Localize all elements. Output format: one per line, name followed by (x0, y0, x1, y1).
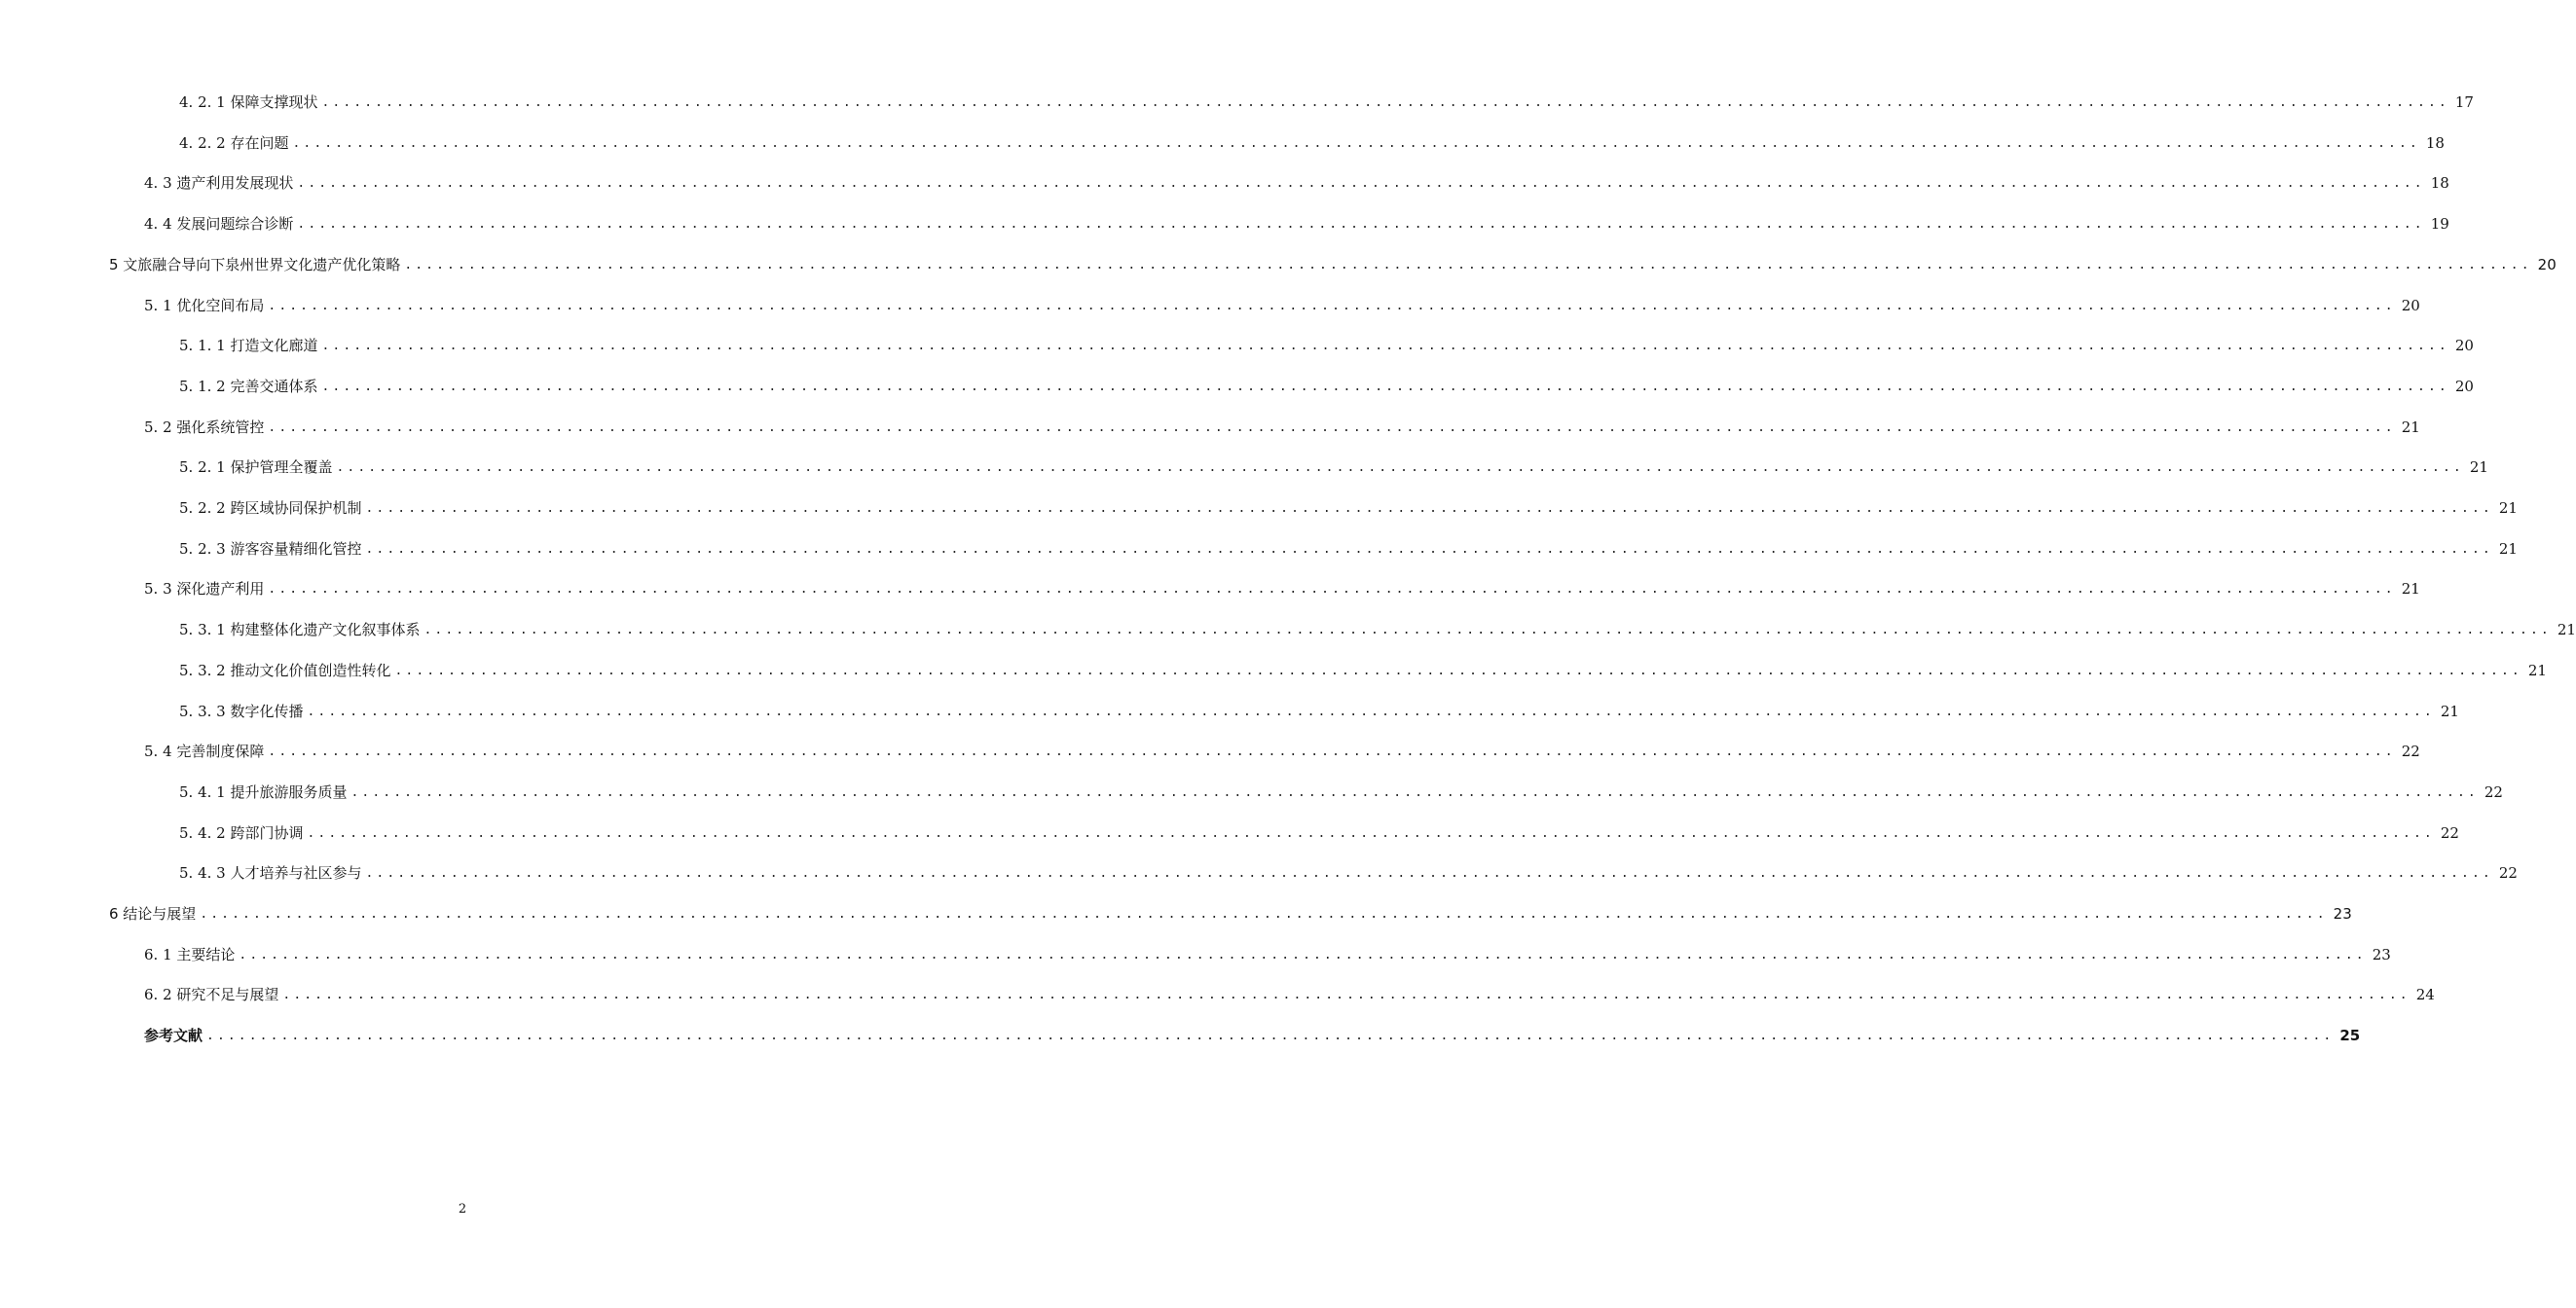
toc-entry-page: 23 (2333, 905, 2352, 923)
toc-entry-page: 20 (2454, 378, 2474, 395)
toc-leader-dots: ........................................................................................................................................................................................................ (292, 136, 2420, 151)
toc-entry[interactable] (144, 416, 2420, 439)
toc-leader-dots: ........................................................................................................................................................................................................ (297, 217, 2425, 232)
toc-entry[interactable] (144, 577, 2420, 600)
toc-leader-dots: ........................................................................................................................................................................................................ (321, 380, 2449, 394)
toc-entry[interactable] (144, 171, 2449, 195)
page-number: 2 (458, 1202, 467, 1217)
toc-leader-dots: ........................................................................................................................................................................................................ (268, 582, 2396, 597)
toc-entry-page: 18 (2430, 174, 2449, 192)
toc-entry-label: 5. 3. 3 数字化传播 (179, 703, 304, 720)
toc-entry-label: 5. 2. 1 保护管理全覆盖 (179, 458, 333, 476)
toc-entry-label: 5. 4. 2 跨部门协调 (179, 824, 304, 842)
toc-entry[interactable] (179, 618, 2576, 641)
toc-leader-dots: ........................................................................................................................................................................................................ (239, 948, 2367, 963)
toc-entry-label: 5. 1. 2 完善交通体系 (179, 378, 318, 395)
toc-entry-page: 21 (2469, 458, 2488, 476)
toc-entry-label: 5 文旅融合导向下泉州世界文化遗产优化策略 (109, 256, 401, 273)
toc-entry-label: 5. 1 优化空间布局 (144, 297, 265, 314)
toc-leader-dots: ........................................................................................................................................................................................................ (268, 420, 2396, 435)
toc-entry-label: 5. 2. 2 跨区域协同保护机制 (179, 499, 362, 517)
toc-entry[interactable] (179, 861, 2518, 885)
toc-entry-label: 5. 2 强化系统管控 (144, 418, 265, 436)
toc-entry-page: 20 (2401, 297, 2420, 314)
toc-entry-page: 21 (2440, 703, 2459, 720)
toc-leader-dots: ........................................................................................................................................................................................................ (268, 745, 2396, 759)
toc-entry[interactable] (179, 131, 2445, 155)
toc-leader-dots: ........................................................................................................................................................................................................ (350, 785, 2479, 800)
toc-entry-page: 24 (2415, 986, 2435, 1003)
toc-entry-page: 18 (2425, 134, 2445, 152)
toc-entry-page: 23 (2372, 946, 2391, 963)
toc-entry-label: 参考文献 (144, 1027, 203, 1044)
toc-leader-dots: ........................................................................................................................................................................................................ (200, 907, 2328, 922)
toc-leader-dots: ........................................................................................................................................................................................................ (307, 705, 2435, 719)
toc-entry-label: 6. 1 主要结论 (144, 946, 236, 963)
toc-entry-label: 4. 2. 2 存在问题 (179, 134, 289, 152)
toc-entry[interactable] (144, 740, 2420, 763)
toc-entry[interactable] (144, 983, 2435, 1006)
toc-entry[interactable] (179, 496, 2518, 520)
toc-leader-dots: ........................................................................................................................................................................................................ (394, 664, 2522, 678)
toc-entry[interactable] (144, 212, 2449, 236)
toc-entry-label: 5. 3 深化遗产利用 (144, 580, 265, 598)
toc-entry[interactable] (109, 902, 2352, 926)
toc-leader-dots: ........................................................................................................................................................................................................ (307, 826, 2435, 841)
toc-entry-page: 22 (2401, 743, 2420, 760)
toc-leader-dots: ........................................................................................................................................................................................................ (404, 258, 2532, 272)
toc-entry-page: 25 (2339, 1027, 2361, 1044)
toc-leader-dots: ........................................................................................................................................................................................................ (336, 460, 2464, 475)
toc-leader-dots: ........................................................................................................................................................................................................ (365, 866, 2493, 881)
toc-entry[interactable] (179, 821, 2459, 845)
toc-entry-page: 22 (2440, 824, 2459, 842)
toc-entry[interactable] (179, 700, 2459, 723)
toc-entry-page: 20 (2454, 337, 2474, 354)
toc-leader-dots: ........................................................................................................................................................................................................ (268, 299, 2396, 313)
toc-entry-page: 22 (2484, 783, 2503, 801)
toc-entry-page: 19 (2430, 215, 2449, 233)
toc-leader-dots: ........................................................................................................................................................................................................ (365, 501, 2493, 516)
toc-leader-dots: ........................................................................................................................................................................................................ (297, 176, 2425, 191)
toc-entry-label: 6. 2 研究不足与展望 (144, 986, 279, 1003)
toc-leader-dots: ........................................................................................................................................................................................................ (282, 988, 2410, 1002)
toc-entry-label: 4. 4 发展问题综合诊断 (144, 215, 294, 233)
toc-entry[interactable] (179, 334, 2474, 357)
toc-entry-page: 21 (2401, 580, 2420, 598)
toc-entry[interactable] (179, 781, 2503, 804)
toc-leader-dots: ........................................................................................................................................................................................................ (423, 623, 2552, 637)
toc-entry-label: 5. 3. 2 推动文化价值创造性转化 (179, 662, 391, 679)
toc-entry-label: 5. 4. 1 提升旅游服务质量 (179, 783, 348, 801)
toc-entry[interactable] (179, 537, 2518, 561)
toc-entry-label: 5. 2. 3 游客容量精细化管控 (179, 540, 362, 558)
toc-entry-page: 21 (2401, 418, 2420, 436)
toc-entry-page: 20 (2537, 256, 2557, 273)
toc-entry-label: 5. 3. 1 构建整体化遗产文化叙事体系 (179, 621, 421, 638)
toc-leader-dots: ........................................................................................................................................................................................................ (206, 1029, 2335, 1043)
toc-entry-label: 5. 1. 1 打造文化廊道 (179, 337, 318, 354)
toc-entry[interactable] (109, 253, 2557, 276)
toc-entry-label: 5. 4 完善制度保障 (144, 743, 265, 760)
toc-entry-page: 21 (2498, 499, 2518, 517)
toc-entry[interactable] (179, 91, 2474, 114)
toc-entry[interactable] (144, 1024, 2361, 1047)
toc-entry[interactable] (179, 375, 2474, 398)
toc-entry-label: 6 结论与展望 (109, 905, 197, 923)
toc-leader-dots: ........................................................................................................................................................................................................ (321, 95, 2449, 110)
toc-entry-page: 17 (2454, 93, 2474, 111)
toc-entry-label: 5. 4. 3 人才培养与社区参与 (179, 864, 362, 882)
toc-entry-page: 21 (2527, 662, 2547, 679)
toc-leader-dots: ........................................................................................................................................................................................................ (365, 542, 2493, 557)
toc-entry-page: 22 (2498, 864, 2518, 882)
toc-entry-label: 4. 3 遗产利用发展现状 (144, 174, 294, 192)
toc-entry-page: 21 (2557, 621, 2576, 638)
toc-leader-dots: ........................................................................................................................................................................................................ (321, 339, 2449, 353)
toc-entry[interactable] (144, 294, 2420, 317)
toc-entry[interactable] (179, 659, 2547, 682)
toc-entry[interactable] (179, 455, 2488, 479)
toc-entry[interactable] (144, 943, 2391, 966)
toc-entry-page: 21 (2498, 540, 2518, 558)
toc-entry-label: 4. 2. 1 保障支撑现状 (179, 93, 318, 111)
